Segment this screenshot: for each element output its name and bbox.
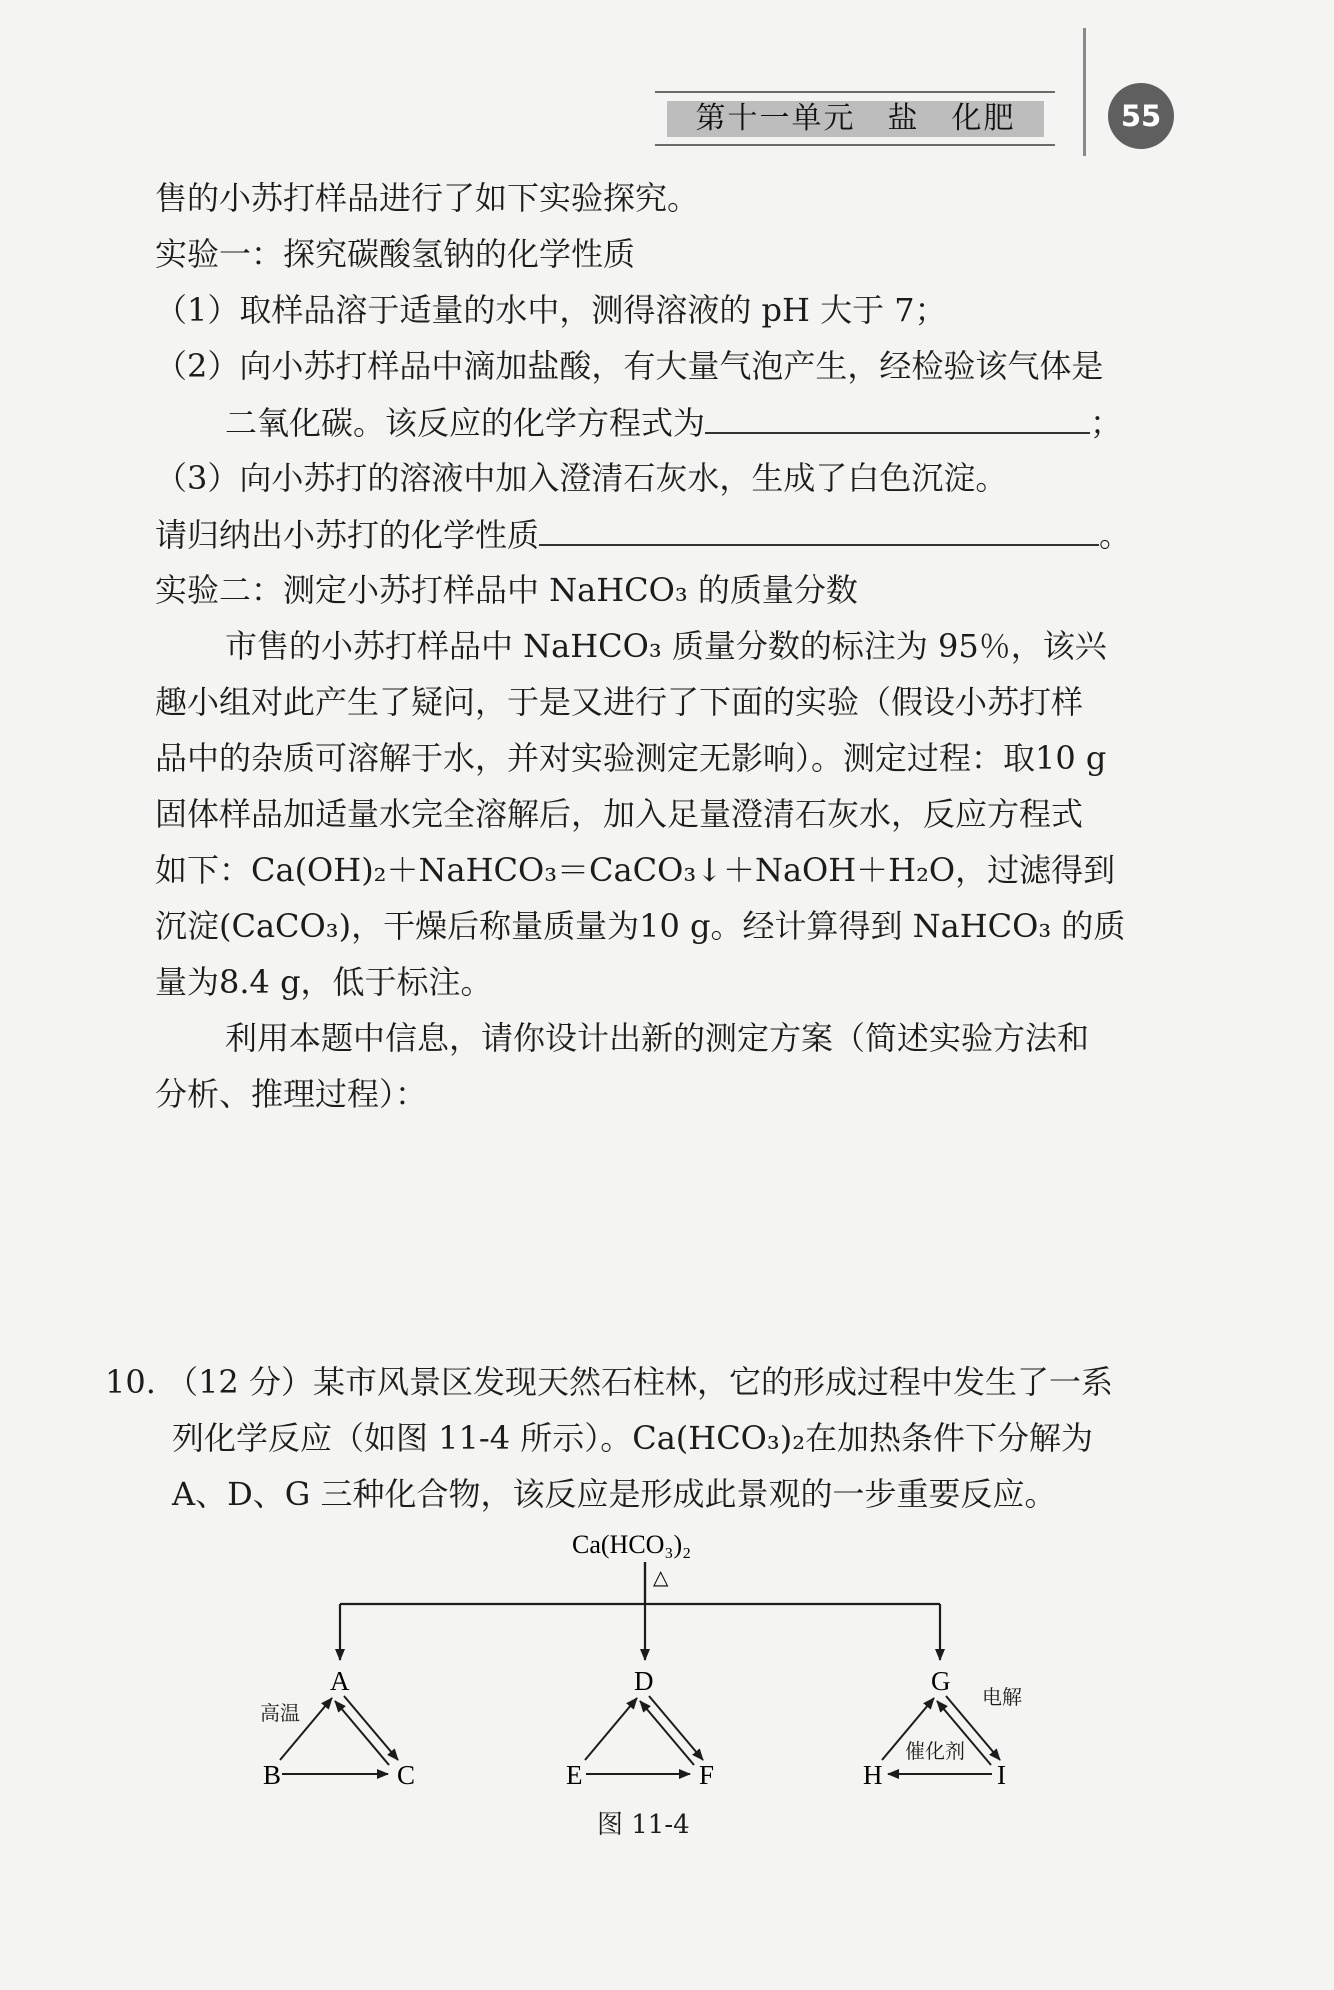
body-line-16: 利用本题中信息，请你设计出新的测定方案（简述实验方法和 [225,1019,1090,1057]
node-A: A [330,1666,350,1696]
body-line-13: 如下：Ca(OH)₂＋NaHCO₃＝CaCO₃↓＋NaOH＋H₂O，过滤得到 [155,851,1116,889]
property-prompt: 请归纳出小苏打的化学性质 [155,516,540,554]
body-line-15: 量为8.4 g，低于标注。 [155,963,493,1001]
body-line-6: （3）向小苏打的溶液中加入澄清石灰水，生成了白色沉淀。 [155,459,1008,497]
question10-line-1: 10. （12 分）某市风景区发现天然石柱林，它的形成过程中发生了一系 [105,1363,1113,1401]
question10-line-3: A、D、G 三种化合物，该反应是形成此景观的一步重要反应。 [172,1475,1057,1513]
equation-blank-end: ； [1090,404,1123,442]
diagram-top-compound: Ca(HCO₃)₂ [572,1530,692,1559]
body-line-9: 市售的小苏打样品中 NaHCO₃ 质量分数的标注为 95％，该兴 [225,627,1107,665]
node-B: B [263,1760,282,1790]
arrow-C-to-A [335,1701,389,1765]
figure-caption: 图 11-4 [597,1810,690,1840]
decomposition-arrows [340,1562,940,1660]
node-G: G [931,1666,951,1696]
chapter-title: 第十一单元 盐 化肥 [667,101,1044,137]
page-number-badge: 55 [1108,83,1174,149]
body-line-11: 品中的杂质可溶解于水，并对实验测定无影响）。测定过程：取10 g [155,739,1107,777]
heat-symbol: △ [653,1567,669,1589]
body-line-14: 沉淀(CaCO₃)，干燥后称量质量为10 g。经计算得到 NaHCO₃ 的质 [155,907,1126,945]
body-line-10: 趣小组对此产生了疑问，于是又进行了下面的实验（假设小苏打样 [155,683,1084,721]
body-line-2: 实验一：探究碳酸氢钠的化学性质 [155,235,636,273]
arrow-A-to-C [344,1696,398,1760]
label-catalyst: 催化剂 [905,1739,965,1763]
body-line-17: 分析、推理过程）： [155,1075,428,1113]
arrow-D-to-F [649,1696,703,1760]
label-electrolysis: 电解 [982,1685,1022,1709]
body-line-1: 售的小苏打样品进行了如下实验探究。 [155,179,700,217]
label-high-temperature: 高温 [260,1701,300,1725]
body-line-8: 实验二：测定小苏打样品中 NaHCO₃ 的质量分数 [155,571,858,609]
arrow-E-to-D [585,1698,637,1760]
arrow-F-to-D [640,1701,694,1765]
node-D: D [634,1666,654,1696]
triangle-DEF [585,1696,703,1774]
body-line-12: 固体样品加适量水完全溶解后，加入足量澄清石灰水，反应方程式 [155,795,1084,833]
node-C: C [397,1760,416,1790]
diagram-conditions [260,1685,1022,1763]
node-H: H [863,1760,883,1790]
question10-line-2: 列化学反应（如图 11-4 所示）。Ca(HCO₃)₂在加热条件下分解为 [172,1419,1094,1457]
node-E: E [566,1760,583,1790]
node-F: F [699,1760,715,1790]
body-line-3: （1）取样品溶于适量的水中，测得溶液的 pH 大于 7； [155,291,947,329]
equation-prompt: 二氧化碳。该反应的化学方程式为 [225,404,706,442]
diagram-nodes [263,1666,1006,1790]
body-line-4: （2）向小苏打样品中滴加盐酸，有大量气泡产生，经检验该气体是 [155,347,1104,385]
node-I: I [997,1760,1006,1790]
property-blank-end: 。 [1099,516,1132,554]
